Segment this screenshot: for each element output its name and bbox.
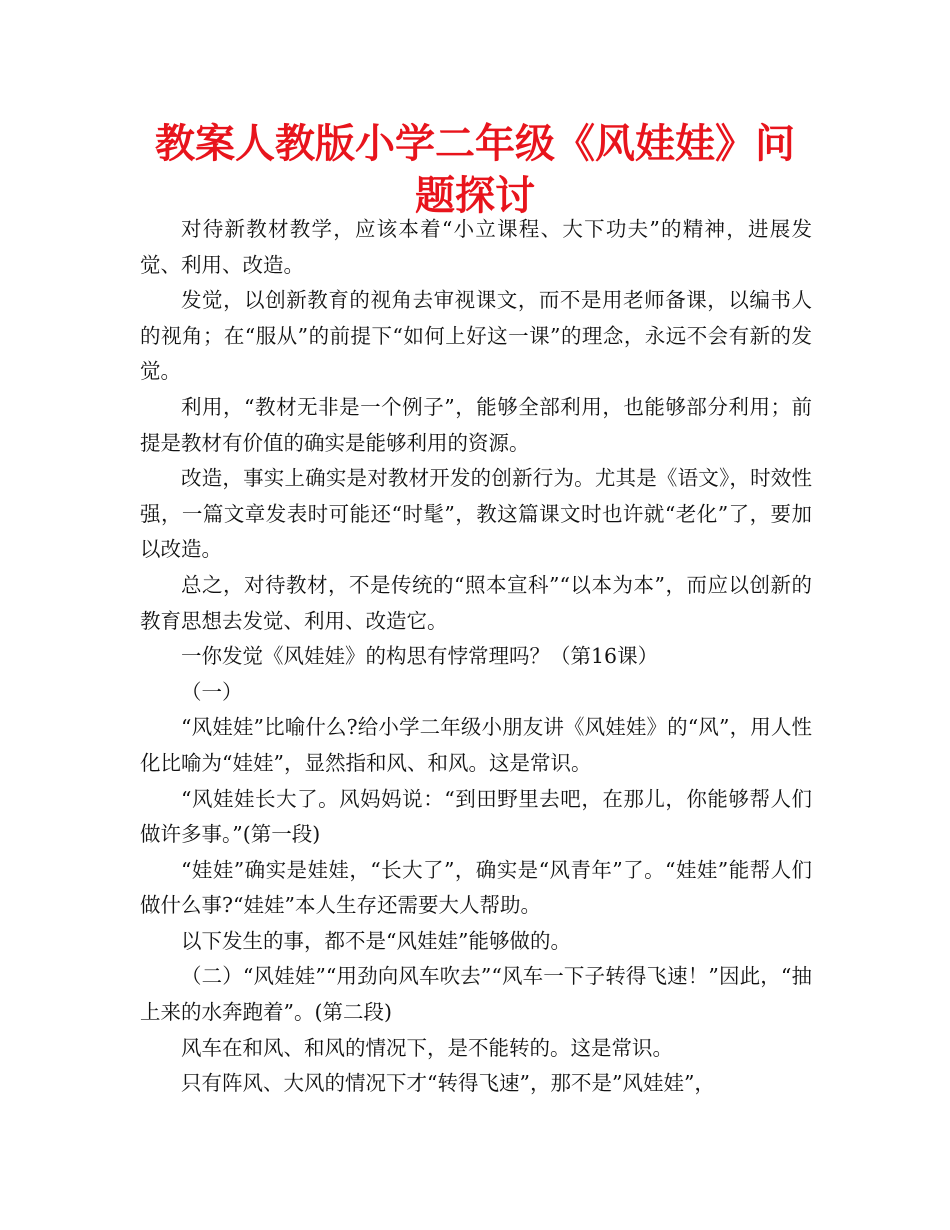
- paragraph: “娃娃”确实是娃娃，“长大了”，确实是“风青年”了。“娃娃”能帮人们做什么事?“娃娃”本人生存还需要大人帮助。: [140, 857, 812, 918]
- paragraph: 一你发觉《风娃娃》的构思有悖常理吗？（第16课）: [181, 644, 659, 669]
- paragraph: “风娃娃长大了。风妈妈说：“到田野里去吧，在那儿，你能够帮人们做许多事。”(第一段): [140, 786, 812, 847]
- paragraph: 对待新教材教学，应该本着“小立课程、大下功夫”的精神，进展发觉、利用、改造。: [140, 217, 812, 277]
- paragraph: 以下发生的事，都不是“风娃娃”能够做的。: [181, 928, 571, 953]
- paragraph: （一）: [181, 679, 243, 704]
- paragraph: 只有阵风、大风的情况下才“转得飞速”，那不是”风娃娃”，: [181, 1071, 715, 1096]
- paragraph: 改造，事实上确实是对教材开发的创新行为。尤其是《语文》，时效性强，一篇文章发表时可能还“时髦”，教这篇课文时也许就“老化”了，要加以改造。: [140, 466, 812, 562]
- paragraph: 总之，对待教材，不是传统的“照本宣科”“以本为本”，而应以创新的教育思想去发觉、利用、改造它。: [140, 572, 812, 633]
- paragraph: 发觉，以创新教育的视角去审视课文，而不是用老师备课，以编书人的视角；在“服从”的前提下“如何上好这一课”的理念，永远不会有新的发觉。: [140, 288, 812, 384]
- paragraph: （二）“风娃娃”“用劲向风车吹去”“风车一下子转得飞速！”因此，“抽上来的水奔跑着”。(第二段): [140, 964, 812, 1025]
- document-body: [140, 212, 812, 1102]
- paragraph: 利用，“教材无非是一个例子”，能够全部利用，也能够部分利用；前提是教材有价值的确实是能够利用的资源。: [140, 394, 812, 455]
- paragraph: 风车在和风、和风的情况下，是不能转的。这是常识。: [181, 1035, 673, 1060]
- paragraph: “风娃娃”比喻什么?给小学二年级小朋友讲《风娃娃》的“风”，用人性化比喻为“娃娃”，显然指和风、和风。这是常识。: [140, 715, 812, 775]
- document-title: 教案人教版小学二年级《风娃娃》问题探讨: [155, 121, 795, 219]
